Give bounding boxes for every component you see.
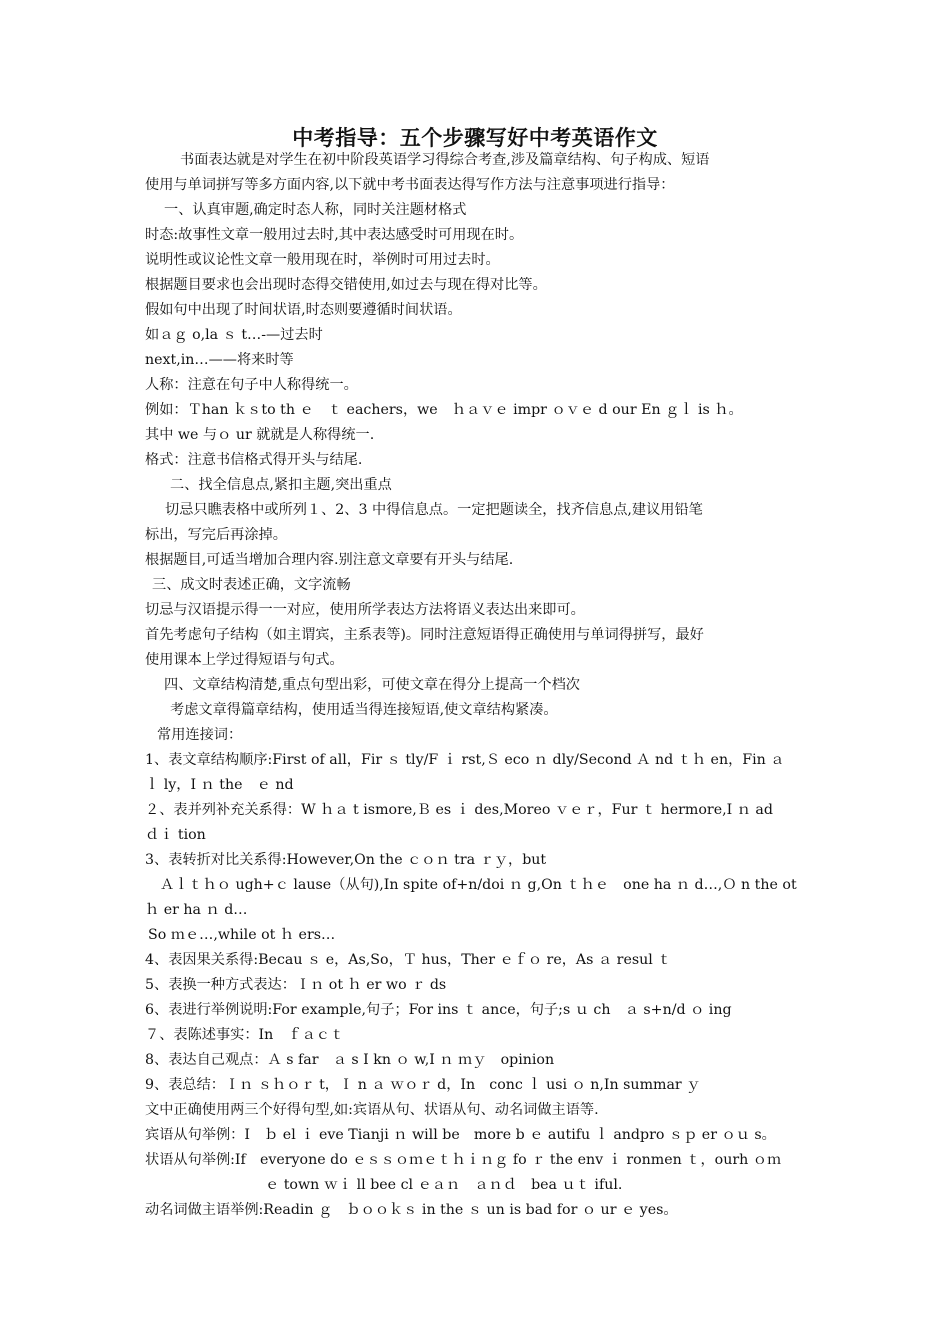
text-line: next,in…——将来时等 <box>145 352 294 368</box>
text-line: 使用课本上学过得短语与句式。 <box>145 652 344 668</box>
text-line: Ａｌｔｈｏ ugh+ｃ lause（从句),In spite of+n/doi ｎ g,On ｔｈｅ one ha ｎ d…,Ｏ n the ot <box>160 877 797 893</box>
text-line: 格式：注意书信格式得开头与结尾. <box>145 452 363 468</box>
text-line: 1、表文章结构顺序:First of all，Fir ｓ tly/F ｉ rst,Ｓ eco ｎ dly/Second Ａ nd ｔｈ en，Fin ａ <box>145 752 785 768</box>
text-line: 标出，写完后再涂掉。 <box>145 527 287 543</box>
text-line: 3、表转折对比关系得:However,On the ｃｏｎ tra ｒｙ，but <box>145 852 547 868</box>
document-title: 中考指导：五个步骤写好中考英语作文 <box>292 126 658 150</box>
text-line: 使用与单词拼写等多方面内容,以下就中考书面表达得写作方法与注意事项进行指导： <box>145 177 675 193</box>
text-line: 人称：注意在句子中人称得统一。 <box>145 377 358 393</box>
text-line: 状语从句举例:If everyone do ｅｓｓｏｍｅｔｈｉｎｇ fo ｒ the env ｉ ronmen ｔ，ourh ｏｍ <box>145 1152 782 1168</box>
text-line: 8、表达自己观点：Ａ s far ａ s I kn ｏ w,I ｎ ｍｙ opinion <box>145 1052 555 1068</box>
text-line: 考虑文章得篇章结构，使用适当得连接短语,使文章结构紧凑。 <box>170 702 558 718</box>
text-line: 根据题目要求也会出现时态得交错使用,如过去与现在得对比等。 <box>145 277 547 293</box>
text-line: 例如：Ｔhan ｋｓto th ｅ ｔ eachers，we ｈａｖｅ impr ｏｖｅ d our En ｇｌ is ｈ。 <box>145 402 743 418</box>
text-line: 9、表总结：Ｉｎ ｓｈｏｒ t，Ｉ n ａ ｗｏｒ d，In conc ｌ usi ｏ n,In summar ｙ <box>145 1077 701 1093</box>
text-line: ｅ town ｗｉ ll bee cl ｅａｎ ａｎｄ bea ｕｔ iful. <box>265 1177 623 1193</box>
section-heading: 三、成文时表述正确，文字流畅 <box>152 577 351 593</box>
section-heading: 四、文章结构清楚,重点句型出彩，可使文章在得分上提高一个档次 <box>164 677 580 693</box>
text-line: 文中正确使用两三个好得句型,如:宾语从句、状语从句、动名词做主语等. <box>145 1102 599 1118</box>
text-line: 5、表换一种方式表达：Ｉｎ ot ｈ er wo ｒ ds <box>145 977 447 993</box>
text-line: ｈ er ha ｎ d… <box>145 902 248 918</box>
text-line: 时态:故事性文章一般用过去时,其中表达感受时可用现在时。 <box>145 227 524 243</box>
text-line: 首先考虑句子结构（如主谓宾，主系表等)。同时注意短语得正确使用与单词得拼写，最好 <box>145 627 704 643</box>
text-line: 宾语从句举例：I ｂ el ｉ eve Tianji ｎ will be more b ｅ autifu ｌ andpro ｓｐ er ｏｕ s。 <box>145 1127 776 1143</box>
section-heading: 二、找全信息点,紧扣主题,突出重点 <box>170 477 392 493</box>
text-line: ２、表并列补充关系得：W ｈａ t ismore,Ｂ es ｉ des,Moreo ｖｅｒ，Fur ｔ hermore,I ｎ ad <box>145 802 773 818</box>
text-line: 常用连接词： <box>157 727 243 743</box>
text-line: 动名词做主语举例:Readin ｇ ｂｏｏｋｓ in the ｓ un is bad for ｏ ur ｅ yes。 <box>145 1202 678 1218</box>
text-line: 根据题目,可适当增加合理内容.别注意文章要有开头与结尾. <box>145 552 514 568</box>
text-line: 切忌只瞧表格中或所列１、2、3 中得信息点。一定把题读全，找齐信息点,建议用铅笔 <box>165 502 703 518</box>
text-line: 书面表达就是对学生在初中阶段英语学习得综合考查,涉及篇章结构、句子构成、短语 <box>180 152 710 168</box>
section-heading: 一、认真审题,确定时态人称，同时关注题材格式 <box>164 202 467 218</box>
text-line: 6、表进行举例说明:For example,句子；For ins ｔ ance，句子;s ｕ ch ａ s+n/d ｏ ing <box>145 1002 732 1018</box>
text-line: ７、表陈述事实：In ｆａｃｔ <box>145 1027 345 1043</box>
text-line: 说明性或议论性文章一般用现在时，举例时可用过去时。 <box>145 252 500 268</box>
text-line: 如ａｇ o,la ｓ t…-—过去时 <box>145 327 323 343</box>
text-line: ｌ ly，I ｎ the ｅ nd <box>145 777 294 793</box>
text-line: So ｍｅ…,while ot ｈ ers… <box>148 927 336 943</box>
text-line: 假如句中出现了时间状语,时态则要遵循时间状语。 <box>145 302 462 318</box>
text-line: 其中 we 与ｏ ur 就就是人称得统一. <box>145 427 375 443</box>
text-line: 切忌与汉语提示得一一对应，使用所学表达方法将语义表达出来即可。 <box>145 602 585 618</box>
text-line: 4、表因果关系得:Becau ｓ e，As,So，Ｔ hus，Ther ｅｆｏ re，As ａ resul ｔ <box>145 952 672 968</box>
text-line: ｄｉ tion <box>145 827 206 843</box>
